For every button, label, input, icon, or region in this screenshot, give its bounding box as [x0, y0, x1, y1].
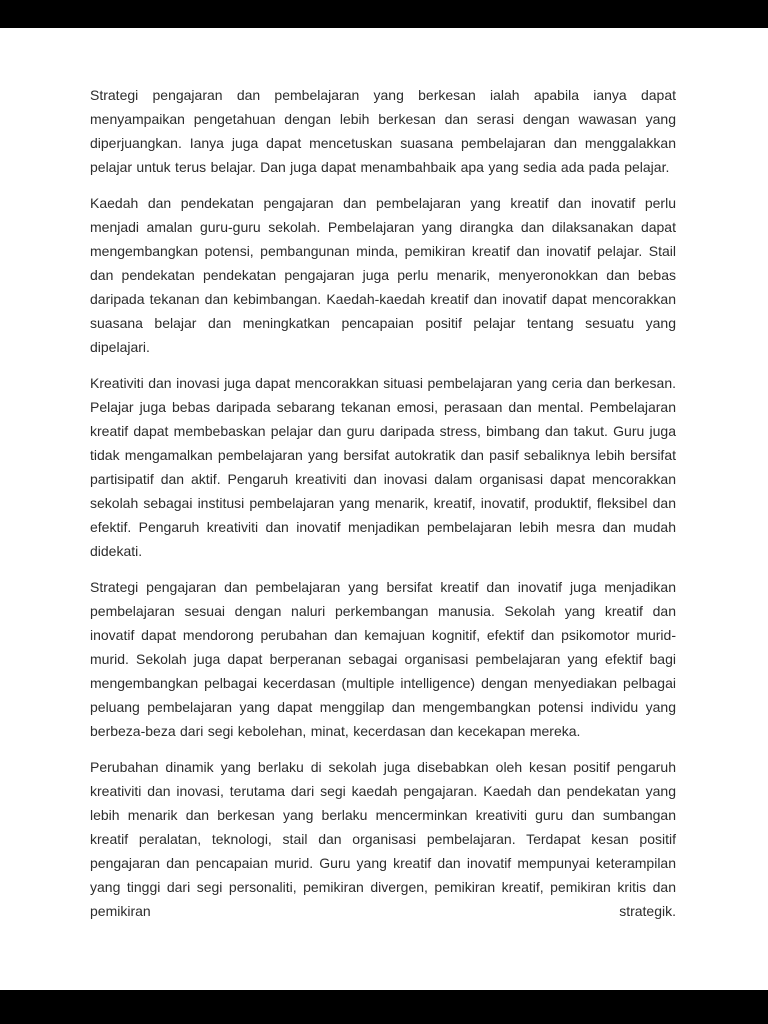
paragraph: Strategi pengajaran dan pembelajaran yang berkesan ialah apabila ianya dapat menyampaikan pengetahuan dengan lebih berkesan dan serasi dengan wawasan yang diperjuangkan. Ianya juga dapat mencetuskan suasana pembelajaran dan menggalakkan pelajar untuk terus belajar. Dan juga dapat menambahbaik apa yang sedia ada pada pelajar. [90, 87, 676, 175]
letterbox-bottom-bar [0, 990, 768, 1024]
document-page [0, 28, 768, 990]
paragraph: Strategi pengajaran dan pembelajaran yang bersifat kreatif dan inovatif juga menjadikan pembelajaran sesuai dengan naluri perkembangan manusia. Sekolah yang kreatif dan inovatif dapat mendorong perubahan dan kemajuan kognitif, efektif dan psikomotor murid-murid. Sekolah juga dapat berperanan sebagai organisasi pembelajaran yang efektif bagi mengembangkan pelbagai kecerdasan (multiple intelligence) dengan menyediakan pelbagai peluang pembelajaran yang dapat menggilap dan mengembangkan potensi individu yang berbeza-beza dari segi kebolehan, minat, kecerdasan dan kecekapan mereka. [90, 579, 676, 739]
paragraph: Perubahan dinamik yang berlaku di sekolah juga disebabkan oleh kesan positif pengaruh kreativiti dan inovasi, terutama dari segi kaedah pengajaran. Kaedah dan pendekatan yang lebih menarik dan berkesan yang berlaku mencerminkan kreativiti guru dan sumbangan kreatif peralatan, teknologi, stail dan organisasi pembelajaran. Terdapat kesan positif pengajaran dan pencapaian murid. Guru yang kreatif dan inovatif mempunyai keterampilan yang tinggi dari segi personaliti, pemikiran divergen, pemikiran kreatif, pemikiran kritis dan pemikiran strategik. [90, 759, 676, 919]
letterbox-top-bar [0, 0, 768, 28]
paragraph: Kaedah dan pendekatan pengajaran dan pembelajaran yang kreatif dan inovatif perlu menjadi amalan guru-guru sekolah. Pembelajaran yang dirangka dan dilaksanakan dapat mengembangkan potensi, pembangunan minda, pemikiran kreatif dan inovatif pelajar. Stail dan pendekatan pendekatan pengajaran juga perlu menarik, menyeronokkan dan bebas daripada tekanan dan kebimbangan. Kaedah-kaedah kreatif dan inovatif dapat mencorakkan suasana belajar dan meningkatkan pencapaian positif pelajar tentang sesuatu yang dipelajari. [90, 195, 676, 355]
paragraph: Kreativiti dan inovasi juga dapat mencorakkan situasi pembelajaran yang ceria dan berkesan. Pelajar juga bebas daripada sebarang tekanan emosi, perasaan dan mental. Pembelajaran kreatif dapat membebaskan pelajar dan guru daripada stress, bimbang dan takut. Guru juga tidak mengamalkan pembelajaran yang bersifat autokratik dan pasif sebaliknya lebih bersifat partisipatif dan aktif. Pengaruh kreativiti dan inovasi dalam organisasi dapat mencorakkan sekolah sebagai institusi pembelajaran yang menarik, kreatif, inovatif, produktif, fleksibel dan efektif. Pengaruh kreativiti dan inovatif menjadikan pembelajaran lebih mesra dan mudah didekati. [90, 375, 676, 559]
